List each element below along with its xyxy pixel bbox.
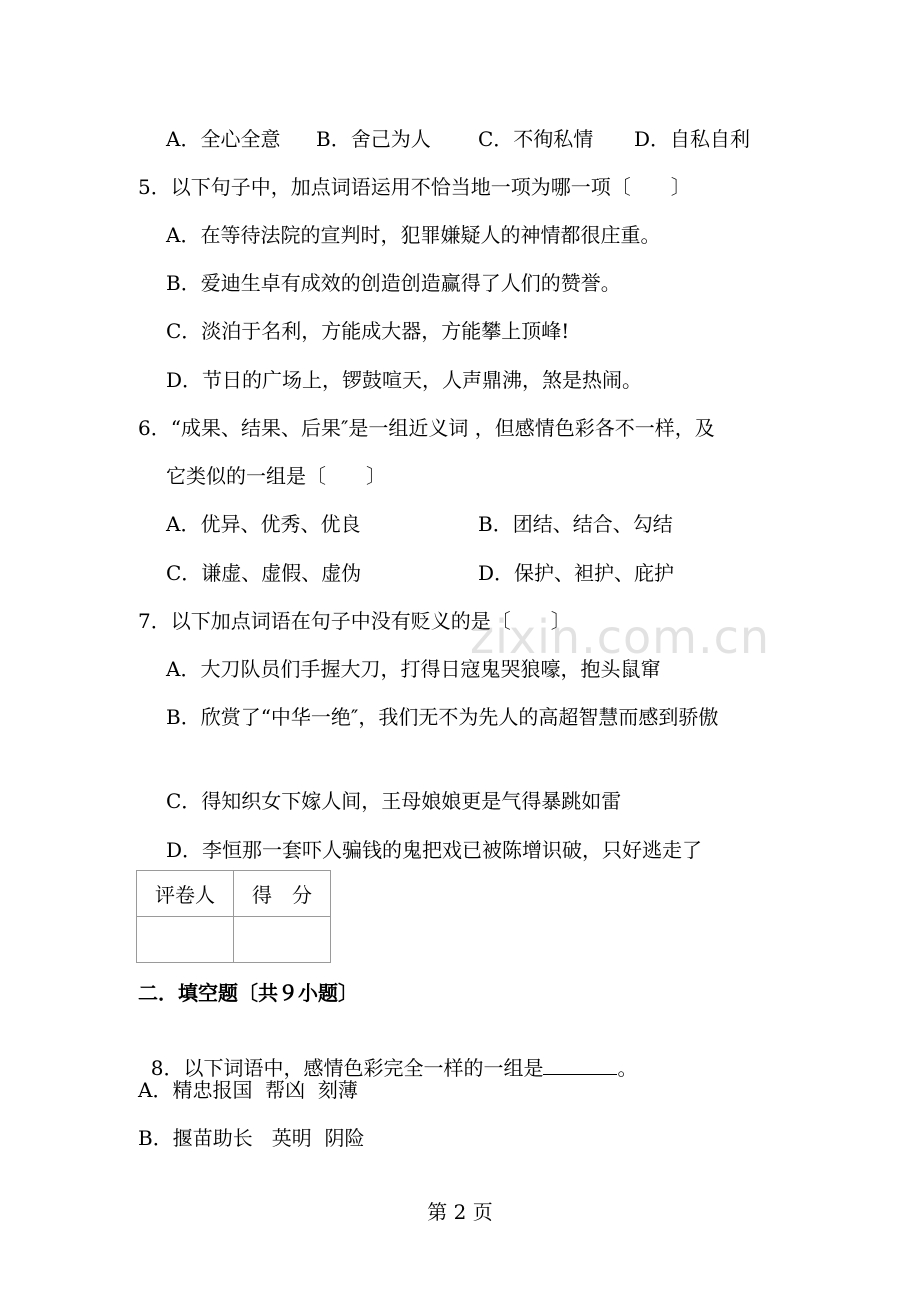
q4-option-d: D．自私自利 (634, 127, 751, 151)
q8-option-b: B．揠苗助长 英明 阴险 (138, 1126, 365, 1150)
q4-option-c: C．不徇私情 (478, 127, 594, 151)
q5-option-a: A．在等待法院的宣判时，犯罪嫌疑人的神情都很庄重。 (166, 223, 661, 247)
q7-option-c: C．得知织女下嫁人间，王母娘娘更是气得暴跳如雷 (166, 789, 622, 813)
q6-option-a: A．优异、优秀、优良 (166, 512, 361, 536)
reviewer-label: 评卷人 (137, 871, 234, 917)
section-heading: 二．填空题〔共９小题〕 (138, 981, 358, 1005)
q8-option-a: A．精忠报国 帮凶 刻薄 (138, 1078, 358, 1102)
q6-option-d: D．保护、袒护、庇护 (478, 561, 675, 585)
q5-option-c: C．淡泊于名利，方能成大器，方能攀上顶峰! (166, 319, 570, 343)
watermark: zixin.com.cn (470, 610, 771, 664)
q6-stem-line2: 它类似的一组是〔 〕 (166, 464, 386, 488)
q6-option-c: C．谦虚、虚假、虚伪 (166, 561, 362, 585)
page-number: 第 2 页 (427, 1200, 493, 1224)
q8-stem-end: 。 (617, 1056, 638, 1080)
q8-stem (138, 1029, 637, 1081)
q7-option-b: B．欣赏了“中华一绝″，我们无不为先人的高超智慧而感到骄傲 (166, 705, 719, 729)
q5-stem: 5．以下句子中，加点词语运用不恰当地一项为哪一项〔 〕 (138, 175, 691, 199)
q7-option-d: D．李恒那一套吓人骗钱的鬼把戏已被陈增识破，只好逃走了 (166, 838, 703, 862)
score-label: 得 分 (234, 871, 331, 917)
q8-stem-text: 8．以下词语中，感情色彩完全一样的一组是 (150, 1056, 544, 1080)
q4-option-a: A．全心全意 (166, 127, 281, 151)
q4-option-b: B．舍己为人 (316, 127, 431, 151)
q7-option-a: A．大刀队员们手握大刀，打得日寇鬼哭狼嚎，抱头鼠窜 (166, 657, 661, 681)
q5-option-d: D．节日的广场上，锣鼓喧天，人声鼎沸，煞是热闹。 (166, 368, 643, 392)
score-cell (234, 917, 331, 963)
q7-stem: 7．以下加点词语在句子中没有贬义的是〔 〕 (138, 609, 571, 633)
reviewer-cell (137, 917, 234, 963)
q6-stem-line1: 6．“成果、结果、后果″是一组近义词 ，但感情色彩各不一样，及 (138, 416, 715, 440)
q8-answer-blank (543, 1056, 617, 1075)
score-table (136, 870, 331, 963)
q5-option-b: B．爱迪生卓有成效的创造创造赢得了人们的赞誉。 (166, 271, 621, 295)
q6-option-b: B．团结、结合、勾结 (478, 512, 673, 536)
